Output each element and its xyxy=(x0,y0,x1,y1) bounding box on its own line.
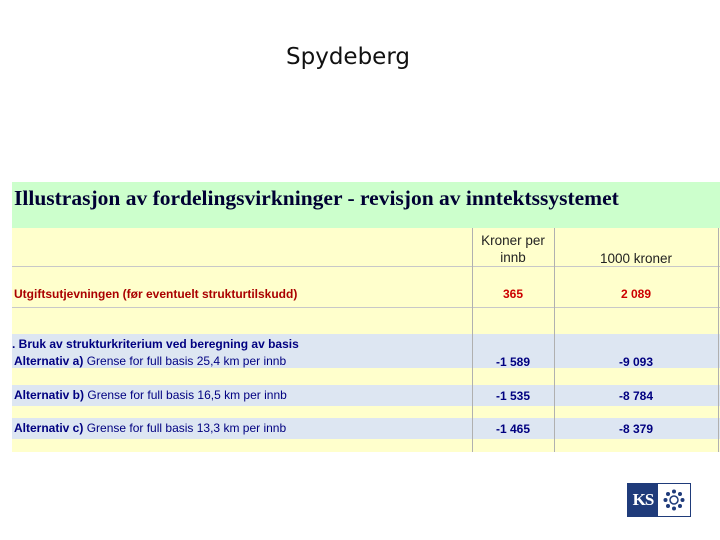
column-header-per-capita: Kroner per innb xyxy=(481,233,545,265)
row-label: Alternativ b) Grense for full basis 16,5 km per innb xyxy=(14,388,287,402)
page-title: Spydeberg xyxy=(286,44,410,70)
section-heading: . Bruk av strukturkriterium ved beregning av basis xyxy=(12,337,299,351)
grid-line xyxy=(472,228,473,452)
cell-thousands: -9 093 xyxy=(618,355,654,369)
ks-emblem-icon xyxy=(658,484,690,516)
title-band xyxy=(12,182,720,214)
grid-line xyxy=(554,228,555,452)
cell-per-capita: -1 465 xyxy=(495,422,531,436)
row-label: Alternativ a) Grense for full basis 25,4 km per innb xyxy=(14,354,287,368)
grid-line xyxy=(12,307,720,308)
sheet-title: Illustrasjon av fordelingsvirkninger - revisjon av inntektssystemet xyxy=(14,186,619,210)
logo-text: KS xyxy=(628,484,658,516)
cell-thousands: -8 379 xyxy=(618,422,654,436)
spreadsheet-table xyxy=(12,182,720,452)
cell-thousands: -8 784 xyxy=(618,389,654,403)
cell-per-capita: -1 535 xyxy=(495,389,531,403)
row-label: Utgiftsutjevningen (før eventuelt strukturtilskudd) xyxy=(14,287,298,301)
cell-thousands: 2 089 xyxy=(620,287,652,301)
grid-line xyxy=(718,228,719,452)
cell-per-capita: -1 589 xyxy=(495,355,531,369)
ks-logo xyxy=(627,483,691,517)
column-header-thousands: 1000 kroner xyxy=(599,251,673,266)
cell-per-capita: 365 xyxy=(502,287,524,301)
row-label: Alternativ c) Grense for full basis 13,3 km per innb xyxy=(14,421,287,435)
green-strip xyxy=(12,214,720,228)
